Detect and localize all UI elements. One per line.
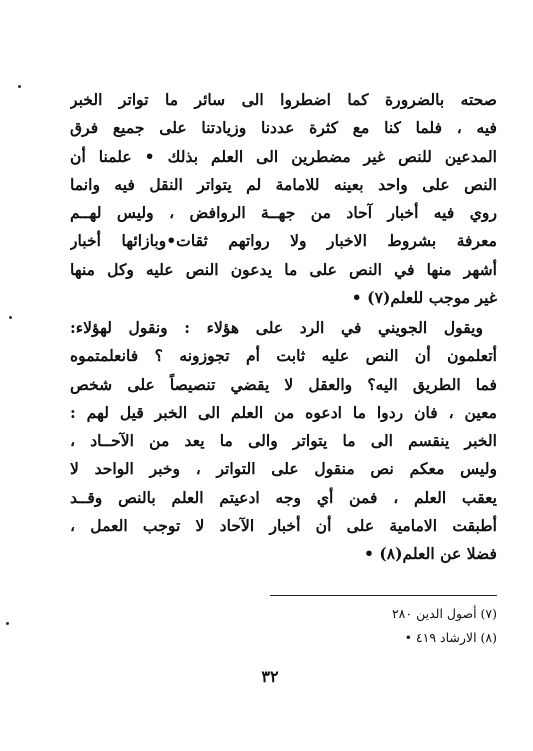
text-line: فضلا عن العلم(٨) •: [363, 544, 497, 564]
footnote-7: (٧) أصول الدين ٢٨٠: [391, 606, 497, 621]
text-line: ويقول الجويني في الرد على هؤلاء : ونقول لهؤلاء:: [70, 318, 483, 337]
page-number: ٣٢: [261, 667, 279, 686]
text-line: روي فيه أخبار آحاد من جهــة الروافض ، وليس لهــم: [70, 203, 497, 223]
scan-speck: [9, 316, 12, 319]
text-line: معين ، فان ردوا ما ادعوه من العلم الى الخبر قيل لهم :: [70, 402, 497, 422]
text-line: فيه ، فلما كنا مع كثرة عددنا وزيادتنا على جميع فرق: [70, 118, 497, 138]
text-line: صحته بالضرورة كما اضطروا الى سائر ما تواتر الخبر: [70, 90, 497, 109]
text-line: النص على واحد بعينه للامامة لم يتواتر النقل فيه وانما: [70, 174, 497, 194]
paragraph-1: [70, 86, 497, 312]
text-line: معرفة بشروط الاخبار ولا رواتهم ثقات•وبازائها أخبار: [70, 231, 497, 251]
text-line: يعقب العلم ، فمن أي وجه ادعيتم العلم بالنص وقــد: [70, 487, 497, 507]
footnote-divider: [270, 595, 497, 596]
text-line: أشهر منها في النص على ما يدعون النص عليه وكل منها: [70, 259, 497, 279]
text-line: أتعلمون أن النص عليه ثابت أم تجوزونه ؟ فانعلمتموه: [70, 346, 497, 366]
text-line: الخبر ينقسم الى ما يتواتر والى ما يعد من الآحــاد ،: [70, 431, 497, 451]
text-line: غير موجب للعلم(٧) •: [351, 288, 497, 308]
text-line: وليس معكم نص منقول على التواتر ، وخبر الواحد لا: [70, 459, 497, 479]
footnote-8: (٨) الارشاد ٤١٩ •: [404, 630, 497, 645]
scan-speck: [6, 622, 9, 625]
text-line: فما الطريق اليه؟ والعقل لا يقضي تنصيصاً على شخص: [70, 374, 497, 394]
paragraph-2: [70, 314, 497, 569]
footnotes: [280, 602, 497, 650]
text-line: أطبقت الامامية على أن أخبار الآحاد لا توجب العمل ،: [70, 516, 497, 536]
scan-speck: [18, 85, 21, 88]
text-line: المدعين للنص غير مضطرين الى العلم بذلك • علمنا أن: [70, 146, 497, 166]
